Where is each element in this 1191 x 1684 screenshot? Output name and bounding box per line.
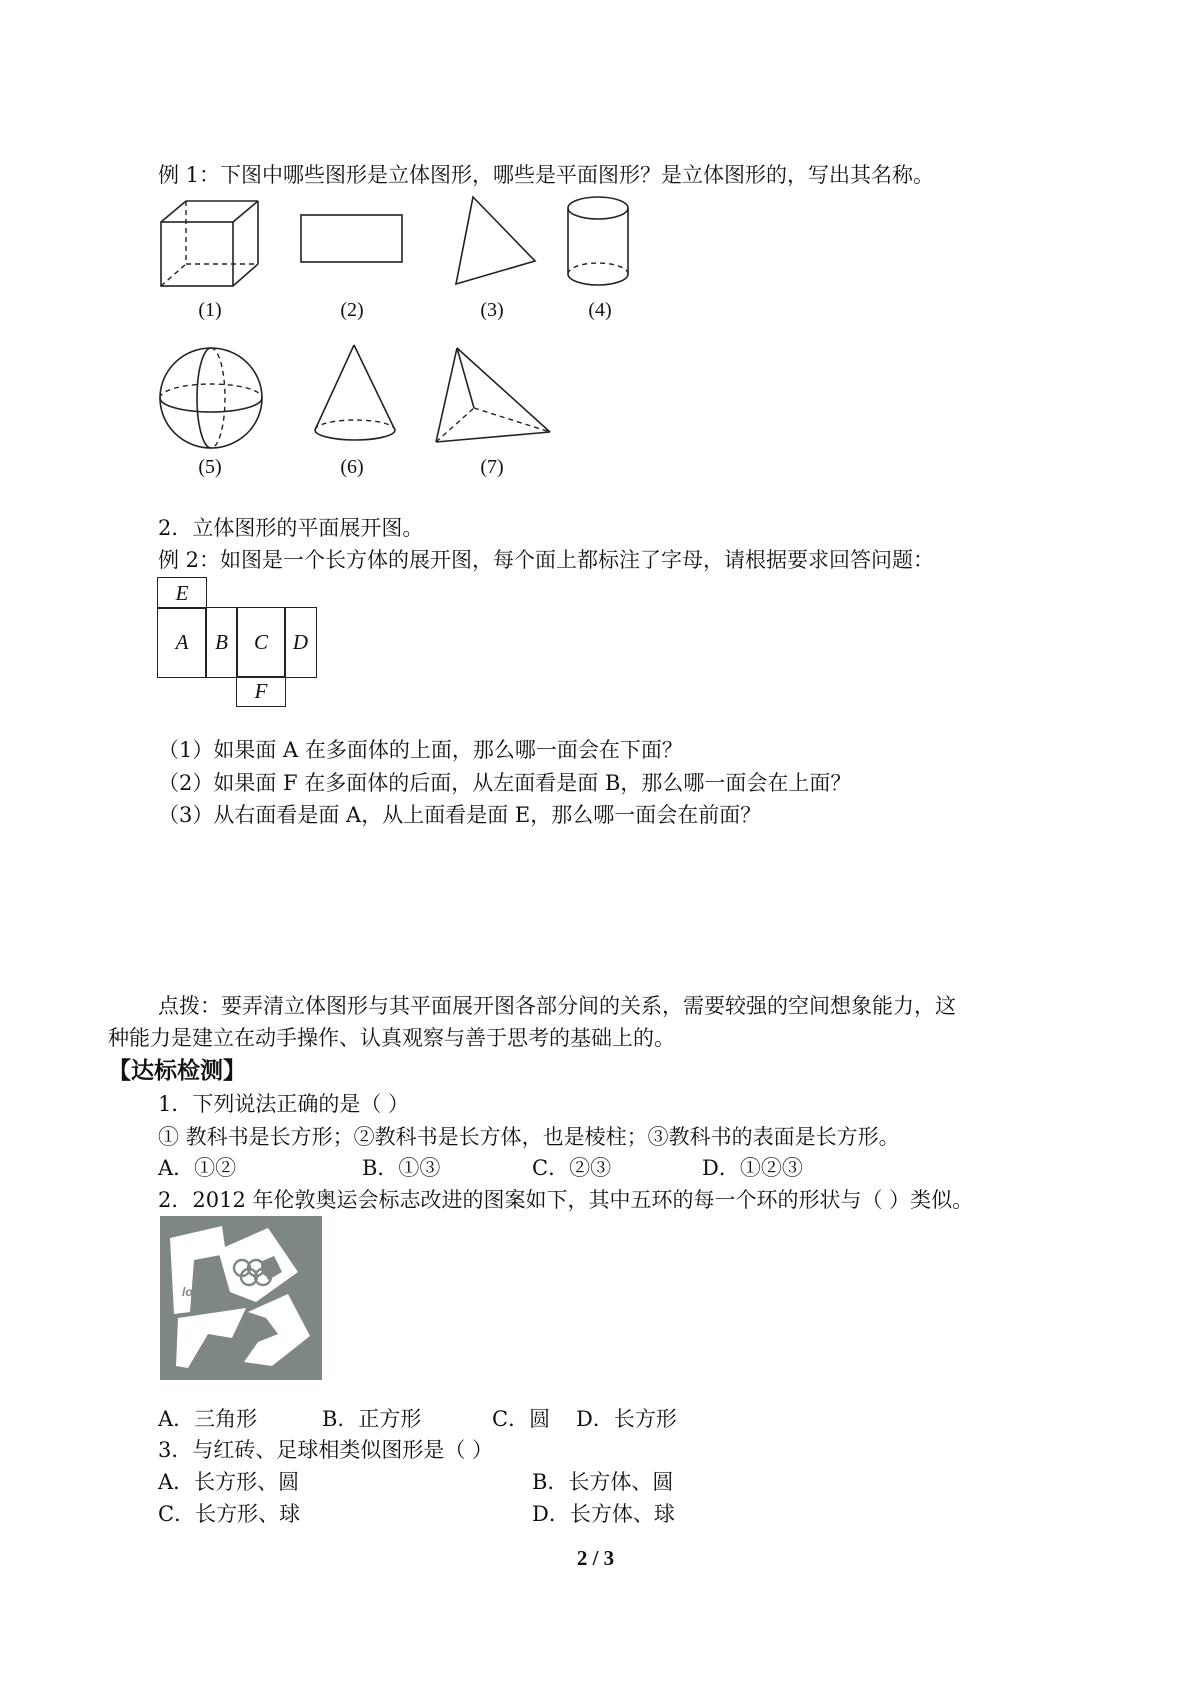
cube-figure — [160, 200, 260, 290]
example2-question-2: （2）如果面 F 在多面体的后面，从左面看是面 B，那么哪一面会在上面？ — [158, 771, 852, 795]
test-q3-option-b: B．长方体、圆 — [532, 1470, 674, 1494]
tip-line-1: 点拨：要弄清立体图形与其平面展开图各部分间的关系，需要较强的空间想象能力，这 — [158, 994, 956, 1018]
test-q1-option-c: C．②③ — [532, 1156, 612, 1180]
net-face-c: C — [236, 607, 286, 678]
london-2012-logo — [160, 1216, 322, 1380]
figure-label-7: (7) — [480, 456, 504, 478]
figure-label-2: (2) — [340, 299, 364, 321]
figure-label-6: (6) — [340, 456, 364, 478]
figure-label-3: (3) — [480, 299, 504, 321]
net-face-f: F — [236, 676, 286, 707]
test-q2-option-a: A．三角形 — [158, 1407, 258, 1431]
net-face-e: E — [157, 577, 207, 609]
test-q3-stem: 3．与红砖、足球相类似图形是（ ） — [158, 1438, 494, 1462]
test-q2-option-b: B．正方形 — [322, 1407, 422, 1431]
cone-figure — [312, 344, 400, 446]
test-q1-stem: 1．下列说法正确的是（ ） — [158, 1092, 410, 1116]
tip-line-2: 种能力是建立在动手操作、认真观察与善于思考的基础上的。 — [108, 1026, 675, 1050]
test-q3-option-c: C．长方形、球 — [158, 1502, 301, 1526]
test-q3-option-a: A．长方形、圆 — [158, 1470, 300, 1494]
example2-question-3: （3）从右面看是面 A，从上面看是面 E，那么哪一面会在前面？ — [158, 803, 762, 827]
section2-heading: 2．立体图形的平面展开图。 — [158, 516, 424, 540]
test-q2-option-c: C．圆 — [492, 1407, 551, 1431]
triangle-figure — [448, 196, 538, 288]
figure-label-4: (4) — [588, 299, 612, 321]
tetrahedron-figure — [432, 346, 552, 446]
logo-london-text: london — [182, 1285, 222, 1299]
cylinder-figure — [566, 196, 632, 288]
figure-label-1: (1) — [198, 299, 222, 321]
test-q2-stem: 2．2012 年伦敦奥运会标志改进的图案如下，其中五环的每一个环的形状与（ ）类似。 — [158, 1188, 974, 1212]
test-q1-statement: ① 教科书是长方形；②教科书是长方体，也是棱柱；③教科书的表面是长方形。 — [158, 1125, 900, 1149]
test-q1-option-b: B．①③ — [362, 1156, 441, 1180]
test-section-title: 【达标检测】 — [108, 1057, 246, 1084]
example1-question: 例 1：下图中哪些图形是立体图形，哪些是平面图形？是立体图形的，写出其名称。 — [158, 163, 935, 187]
test-q1-option-d: D．①②③ — [702, 1156, 803, 1180]
test-q2-option-d: D．长方形 — [576, 1407, 677, 1431]
sphere-figure — [157, 346, 265, 450]
net-face-d: D — [284, 607, 317, 678]
example2-question-1: （1）如果面 A 在多面体的上面，那么哪一面会在下面？ — [158, 738, 683, 762]
example2-question: 例 2：如图是一个长方体的展开图，每个面上都标注了字母，请根据要求回答问题： — [158, 548, 935, 572]
page-number: 2 / 3 — [576, 1546, 615, 1570]
net-face-b: B — [205, 607, 238, 678]
test-q3-option-d: D．长方体、球 — [532, 1502, 675, 1526]
cuboid-net-diagram — [157, 577, 319, 707]
figure-label-5: (5) — [198, 456, 222, 478]
net-face-a: A — [157, 607, 207, 678]
test-q1-option-a: A．①② — [158, 1156, 237, 1180]
rectangle-figure — [300, 214, 404, 264]
